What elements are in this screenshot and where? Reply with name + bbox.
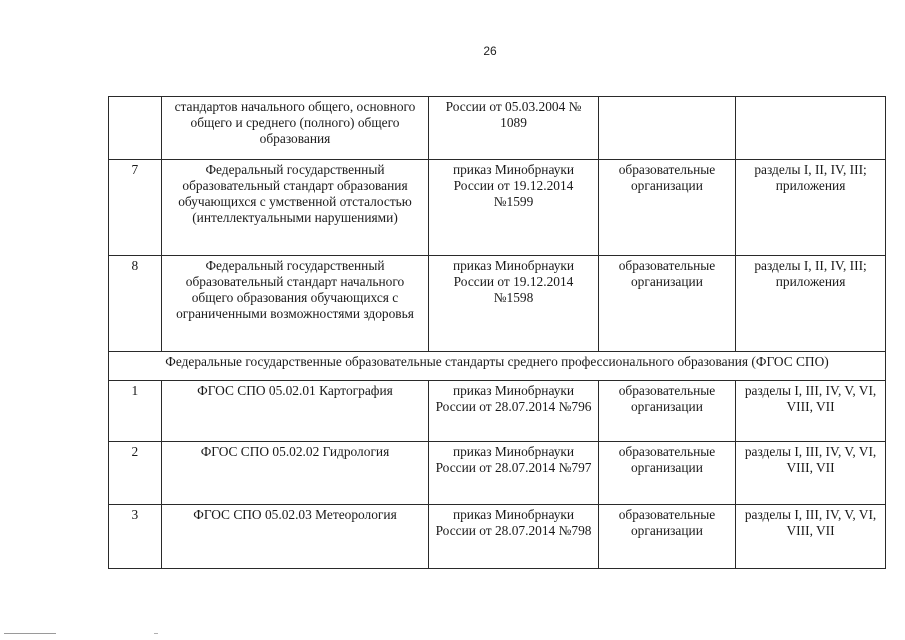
- sections: разделы I, III, IV, V, VI, VIII, VII: [736, 505, 886, 569]
- sections: разделы I, II, IV, III; приложения: [736, 160, 886, 256]
- sections: [736, 97, 886, 160]
- row-number: 2: [109, 442, 162, 505]
- scope: образовательные организации: [598, 160, 735, 256]
- sections: разделы I, III, IV, V, VI, VIII, VII: [736, 442, 886, 505]
- scope: [598, 97, 735, 160]
- table-row: [109, 505, 886, 569]
- row-number: [109, 97, 162, 160]
- page-number: 26: [483, 44, 497, 58]
- standard-name: ФГОС СПО 05.02.02 Гидрология: [161, 442, 429, 505]
- table-row: [109, 160, 886, 256]
- approving-document: приказ Минобрнауки России от 19.12.2014 №1598: [429, 256, 598, 352]
- approving-document: приказ Минобрнауки России от 28.07.2014 №796: [429, 381, 598, 442]
- section-heading-row: [109, 352, 886, 381]
- scope: образовательные организации: [598, 256, 735, 352]
- row-number: 1: [109, 381, 162, 442]
- scope: образовательные организации: [598, 505, 735, 569]
- sections: разделы I, II, IV, III; приложения: [736, 256, 886, 352]
- row-number: 7: [109, 160, 162, 256]
- standard-name: Федеральный государственный образовательный стандарт образования обучающихся с умственной отсталостью (интеллектуальными нарушениями): [161, 160, 429, 256]
- table-row: [109, 256, 886, 352]
- standard-name: стандартов начального общего, основного общего и среднего (полного) общего образования: [161, 97, 429, 160]
- scan-artifact-dot: [154, 633, 158, 634]
- approving-document: России от 05.03.2004 № 1089: [429, 97, 598, 160]
- approving-document: приказ Минобрнауки России от 19.12.2014 №1599: [429, 160, 598, 256]
- sections: разделы I, III, IV, V, VI, VIII, VII: [736, 381, 886, 442]
- standard-name: Федеральный государственный образовательный стандарт начального общего образования обучающихся с ограниченными возможностями здоровья: [161, 256, 429, 352]
- approving-document: приказ Минобрнауки России от 28.07.2014 №797: [429, 442, 598, 505]
- standard-name: ФГОС СПО 05.02.03 Метеорология: [161, 505, 429, 569]
- standards-table: [108, 96, 886, 569]
- approving-document: приказ Минобрнауки России от 28.07.2014 №798: [429, 505, 598, 569]
- section-heading: Федеральные государственные образовательные стандарты среднего профессионального образования (ФГОС СПО): [109, 352, 886, 381]
- row-number: 3: [109, 505, 162, 569]
- table-row: [109, 381, 886, 442]
- standard-name: ФГОС СПО 05.02.01 Картография: [161, 381, 429, 442]
- table-row: [109, 442, 886, 505]
- scope: образовательные организации: [598, 381, 735, 442]
- scope: образовательные организации: [598, 442, 735, 505]
- row-number: 8: [109, 256, 162, 352]
- table-row: [109, 97, 886, 160]
- scan-artifact-line: [4, 633, 56, 634]
